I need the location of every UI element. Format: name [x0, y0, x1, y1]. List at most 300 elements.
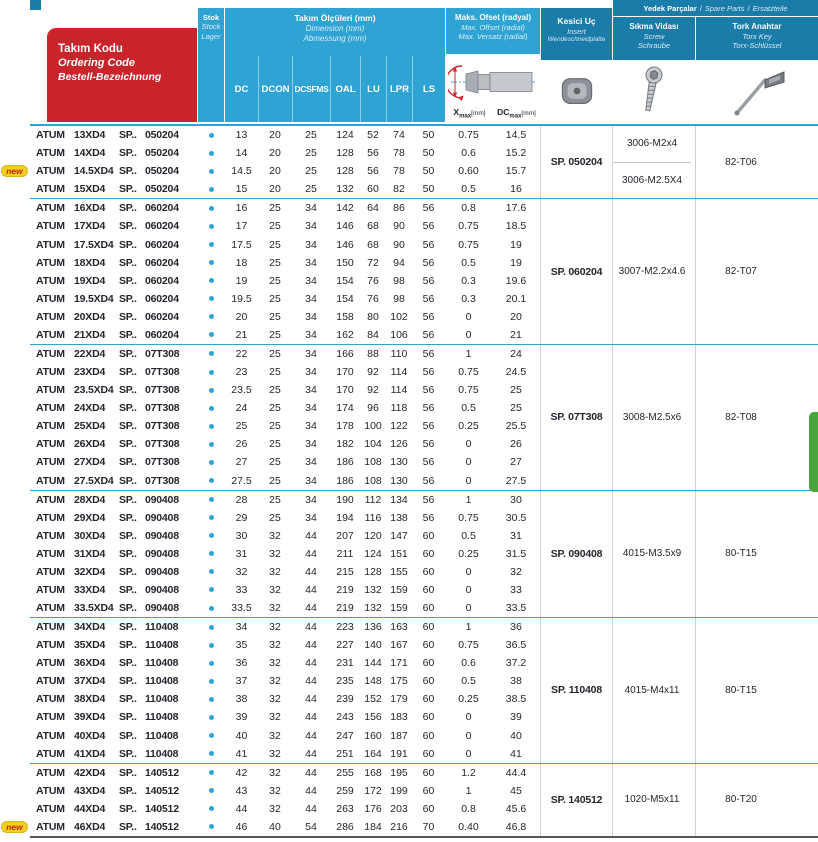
ls-value: 56	[422, 202, 435, 215]
table-row	[30, 636, 540, 654]
size-code: 16XD4	[74, 202, 106, 215]
dc-value: 30	[235, 529, 248, 542]
xmax-value: 0	[465, 602, 472, 615]
dcsfms-value: 44	[305, 711, 317, 724]
table-row	[30, 545, 540, 563]
xmax-value: 0.75	[458, 238, 479, 251]
oal-value: 146	[336, 220, 354, 233]
stock-dot	[209, 551, 214, 556]
oal-value: 190	[336, 493, 354, 506]
ordering-code-cell	[30, 220, 197, 232]
ordering-code-cell	[30, 257, 197, 269]
dcmax-value: 31	[510, 529, 522, 542]
brand-text: ATUM	[36, 220, 65, 233]
dcsfms-value: 34	[305, 493, 317, 506]
dcmax-value: 30.5	[505, 511, 527, 524]
size-code: 25XD4	[74, 420, 106, 433]
lu-value: 116	[364, 511, 382, 524]
dcmax-value: 15.7	[505, 165, 527, 178]
ls-value: 56	[422, 310, 435, 323]
dcmax-value: 27	[510, 456, 522, 469]
sp-prefix: SP..	[119, 657, 137, 670]
xmax-value: 0.75	[458, 511, 479, 524]
dcon-value: 32	[269, 693, 281, 706]
table-row	[30, 417, 540, 435]
brand-text: ATUM	[36, 583, 65, 596]
xmax-value: 0.5	[461, 402, 476, 415]
ordering-code-header	[47, 28, 197, 122]
ordering-code-cell	[30, 384, 197, 396]
dc-value: 26	[235, 438, 248, 451]
dcmax-label: $DC_{max}[mm]$	[497, 107, 536, 120]
lpr-value: 78	[393, 165, 405, 178]
stock-dot	[209, 260, 214, 265]
stock-cell	[197, 206, 225, 211]
table-row	[30, 363, 540, 381]
xmax-value: 1	[465, 347, 472, 360]
size-code: 27XD4	[74, 456, 106, 469]
dc-value: 16	[235, 202, 248, 215]
lu-value: 108	[364, 456, 382, 469]
size-code: 26XD4	[74, 438, 106, 451]
torx-key-cell: 82-T08	[695, 345, 818, 490]
sp-prefix: SP..	[119, 220, 137, 233]
dcmax-value: 27.5	[505, 474, 527, 487]
dcmax-value: 25	[510, 402, 522, 415]
ls-value: 50	[422, 165, 435, 178]
sp-prefix: SP..	[119, 438, 137, 451]
insert-code: 110408	[145, 729, 179, 742]
screw-icon	[639, 65, 669, 117]
xmax-label: $X_{max}[mm]$	[453, 107, 486, 120]
dcmax-value: 36.5	[505, 639, 527, 652]
lu-value: 152	[364, 693, 382, 706]
stock-dot	[209, 697, 214, 702]
oal-value: 178	[336, 420, 354, 433]
brand-text: ATUM	[36, 165, 65, 178]
sp-prefix: SP..	[119, 402, 137, 415]
brand-text: ATUM	[36, 366, 65, 379]
oal-value: 263	[336, 802, 354, 815]
torx-key-cell: 82-T07	[695, 199, 818, 344]
stock-cell	[197, 733, 225, 738]
dcon-value: 40	[269, 820, 281, 833]
dcsfms-value: 54	[305, 820, 317, 833]
dc-value: 24	[235, 402, 248, 415]
sp-prefix: SP..	[119, 129, 137, 142]
xmax-value: 1.2	[461, 766, 476, 779]
stock-dot	[209, 242, 214, 247]
brand-text: ATUM	[36, 328, 65, 341]
xmax-value: 0.25	[458, 693, 479, 706]
ls-value: 60	[422, 602, 435, 615]
dcsfms-value: 44	[305, 657, 317, 670]
size-code: 43XD4	[74, 784, 106, 797]
dc-value: 14	[235, 147, 248, 160]
ls-value: 60	[422, 621, 435, 634]
stock-dot	[209, 388, 214, 393]
ordering-code-cell	[30, 675, 197, 687]
lu-value: 148	[364, 675, 382, 688]
lu-value: 136	[364, 621, 382, 634]
size-code: 34XD4	[74, 621, 106, 634]
insert-code: 110408	[145, 675, 179, 688]
dcsfms-value: 34	[305, 310, 317, 323]
brand-text: ATUM	[36, 402, 65, 415]
dc-value: 27	[235, 456, 248, 469]
ls-value: 60	[422, 583, 435, 596]
ordering-code-cell	[30, 129, 197, 141]
ordering-code-cell	[30, 657, 197, 669]
stock-dot	[209, 661, 214, 666]
size-code: 19.5XD4	[74, 292, 114, 305]
size-code: 32XD4	[74, 565, 106, 578]
offset-header	[446, 8, 540, 122]
screw-title-tr: Sıkma Vidası	[629, 22, 679, 31]
insert-code: 060204	[145, 292, 179, 305]
lu-value: 96	[367, 402, 379, 415]
brand-text: ATUM	[36, 384, 65, 397]
offset-title-de: Max. Versatz (radial)	[458, 32, 528, 42]
stock-cell	[197, 606, 225, 611]
spare-parts-tr: Yedek Parçalar	[643, 3, 697, 13]
stock-cell	[197, 151, 225, 156]
insert-code: 140512	[145, 766, 179, 779]
dcon-value: 25	[269, 328, 281, 341]
stock-cell	[197, 370, 225, 375]
lu-value: 156	[364, 711, 382, 724]
stock-dot	[209, 351, 214, 356]
insert-code: 090408	[145, 529, 179, 542]
xmax-value: 0	[465, 474, 472, 487]
insert-code: 060204	[145, 256, 179, 269]
dc-value: 35	[235, 639, 248, 652]
lpr-value: 171	[390, 657, 408, 670]
dcon-value: 32	[269, 529, 281, 542]
xmax-value: 0.5	[461, 529, 476, 542]
ordering-code-cell	[30, 329, 197, 341]
size-code: 23.5XD4	[74, 384, 114, 397]
stock-cell	[197, 351, 225, 356]
dcsfms-value: 44	[305, 729, 317, 742]
sp-prefix: SP..	[119, 766, 137, 779]
lu-value: 144	[364, 657, 382, 670]
lpr-value: 74	[393, 129, 405, 142]
ordering-code-cell	[30, 785, 197, 797]
dcmax-value: 25.5	[505, 420, 527, 433]
stock-cell	[197, 242, 225, 247]
ordering-code-cell	[30, 584, 197, 596]
insert-group	[30, 490, 818, 618]
dcon-value: 32	[269, 729, 281, 742]
insert-title-tr: Kesici Uç	[557, 16, 596, 26]
brand-text: ATUM	[36, 438, 65, 451]
oal-value: 239	[336, 693, 354, 706]
brand-text: ATUM	[36, 183, 65, 196]
lu-value: 168	[364, 766, 382, 779]
oal-value: 251	[336, 747, 354, 760]
brand-text: ATUM	[36, 711, 65, 724]
lu-value: 100	[364, 420, 382, 433]
sp-prefix: SP..	[119, 711, 137, 724]
dcsfms-value: 25	[305, 165, 317, 178]
insert-code-cell: SP. 110408	[540, 618, 612, 763]
ordering-code-cell	[30, 202, 197, 214]
table-row	[30, 745, 540, 763]
dcmax-value: 33.5	[505, 602, 527, 615]
dcmax-value: 24	[510, 347, 522, 360]
dc-value: 19.5	[231, 292, 252, 305]
stock-dot	[209, 788, 214, 793]
ordering-code-cell	[30, 311, 197, 323]
brand-text: ATUM	[36, 420, 65, 433]
dcsfms-value: 34	[305, 402, 317, 415]
new-badge: new	[1, 165, 28, 177]
insert-code-cell: SP. 060204	[540, 199, 612, 344]
lpr-value: 183	[390, 711, 408, 724]
size-code: 31XD4	[74, 547, 106, 560]
lu-value: 112	[364, 493, 382, 506]
brand-text: ATUM	[36, 474, 65, 487]
sp-prefix: SP..	[119, 456, 137, 469]
dcmax-value: 19.6	[505, 274, 527, 287]
dcmax-value: 38.5	[505, 693, 527, 706]
lu-value: 56	[367, 147, 379, 160]
dcmax-value: 26	[510, 438, 522, 451]
xmax-value: 0	[465, 583, 472, 596]
stock-dot	[209, 770, 214, 775]
dcsfms-value: 44	[305, 529, 317, 542]
stock-cell	[197, 424, 225, 429]
oal-value: 128	[336, 147, 354, 160]
oal-value: 166	[336, 347, 354, 360]
offset-title	[446, 8, 540, 54]
ls-value: 56	[422, 474, 435, 487]
ordering-code-cell	[30, 438, 197, 450]
ordering-code-cell	[30, 621, 197, 633]
lpr-value: 118	[390, 402, 408, 415]
sp-prefix: SP..	[119, 529, 137, 542]
torx-title-tr: Tork Anahtar	[732, 22, 782, 31]
ls-value: 56	[422, 438, 435, 451]
group-rows	[6, 764, 540, 836]
tool-diagram-image	[447, 55, 539, 105]
size-code: 13XD4	[74, 129, 106, 142]
ordering-code-cell	[30, 165, 197, 177]
lpr-value: 216	[390, 820, 408, 833]
ls-value: 56	[422, 366, 435, 379]
stock-cell	[197, 460, 225, 465]
table-row	[30, 509, 540, 527]
ordering-code-cell	[30, 293, 197, 305]
screw-value: 4015-M4x11	[624, 684, 680, 696]
stock-dot	[209, 296, 214, 301]
brand-text: ATUM	[36, 529, 65, 542]
sp-prefix: SP..	[119, 675, 137, 688]
table-row	[30, 471, 540, 489]
lpr-value: 94	[393, 256, 405, 269]
lu-value: 108	[364, 474, 382, 487]
dcsfms-value: 34	[305, 238, 317, 251]
oal-value: 215	[336, 565, 354, 578]
brand-text: ATUM	[36, 693, 65, 706]
dc-value: 34	[235, 621, 248, 634]
xmax-value: 0	[465, 565, 472, 578]
xmax-value: 0	[465, 456, 472, 469]
lpr-value: 151	[390, 547, 408, 560]
column-header-ls: LS	[412, 56, 445, 122]
insert-title-de: Wendeschneidplatte	[547, 36, 606, 43]
brand-text: ATUM	[36, 820, 65, 833]
ordering-code-cell	[30, 693, 197, 705]
size-code: 41XD4	[74, 747, 106, 760]
insert-code: 060204	[145, 274, 179, 287]
table-row	[30, 199, 540, 217]
stock-dot	[209, 151, 214, 156]
dc-value: 25	[235, 420, 248, 433]
dcmax-value: 41	[510, 747, 522, 760]
xmax-value: 0.8	[461, 202, 476, 215]
dcon-value: 32	[269, 565, 281, 578]
dcsfms-value: 34	[305, 328, 317, 341]
insert-code: 140512	[145, 802, 179, 815]
dc-value: 17.5	[231, 238, 252, 251]
brand-text: ATUM	[36, 493, 65, 506]
ls-value: 50	[422, 183, 435, 196]
insert-code: 07T308	[145, 456, 180, 469]
stock-cell	[197, 824, 225, 829]
dcsfms-value: 34	[305, 438, 317, 451]
table-row	[30, 764, 540, 782]
dcmax-value: 17.6	[505, 202, 527, 215]
insert-code-cell: SP. 07T308	[540, 345, 612, 490]
stock-dot	[209, 424, 214, 429]
xmax-value: 0.25	[458, 420, 479, 433]
dimensions-title-de: Abmessung (mm)	[303, 33, 367, 43]
insert-icon	[559, 75, 595, 107]
lpr-value: 130	[390, 456, 408, 469]
stock-cell	[197, 314, 225, 319]
insert-code: 07T308	[145, 384, 180, 397]
lu-value: 140	[364, 639, 382, 652]
dcon-value: 25	[269, 292, 281, 305]
insert-code: 090408	[145, 547, 179, 560]
xmax-value: 0.8	[461, 802, 476, 815]
insert-code: 110408	[145, 747, 179, 760]
ls-value: 70	[422, 820, 435, 833]
column-header-oal: OAL	[330, 56, 360, 122]
ls-value: 56	[422, 402, 435, 415]
lpr-value: 159	[390, 583, 408, 596]
insert-code-cell: SP. 090408	[540, 491, 612, 618]
column-header-lpr: LPR	[386, 56, 412, 122]
table-row	[30, 180, 540, 198]
lpr-value: 155	[390, 565, 408, 578]
sp-prefix: SP..	[119, 602, 137, 615]
dcon-value: 25	[269, 402, 281, 415]
insert-code: 07T308	[145, 347, 180, 360]
oal-value: 186	[336, 474, 354, 487]
ordering-code-cell	[30, 803, 197, 815]
oal-value: 150	[336, 256, 354, 269]
xmax-value: 0.6	[461, 147, 476, 160]
dcsfms-value: 34	[305, 456, 317, 469]
table-row	[30, 308, 540, 326]
ordering-code-cell	[30, 639, 197, 651]
xmax-value: 0.75	[458, 129, 479, 142]
lu-value: 76	[367, 292, 379, 305]
oal-value: 124	[336, 129, 354, 142]
table-row	[30, 399, 540, 417]
sp-prefix: SP..	[119, 493, 137, 506]
brand-text: ATUM	[36, 784, 65, 797]
dcmax-value: 20.1	[505, 292, 527, 305]
sp-prefix: SP..	[119, 729, 137, 742]
dcsfms-value: 34	[305, 220, 317, 233]
ordering-code-cell	[30, 767, 197, 779]
dcsfms-value: 34	[305, 347, 317, 360]
insert-group	[6, 126, 818, 198]
insert-code: 090408	[145, 583, 179, 596]
dcon-value: 25	[269, 256, 281, 269]
xmax-value: 0	[465, 438, 472, 451]
size-code: 38XD4	[74, 693, 106, 706]
stock-dot	[209, 187, 214, 192]
xmax-value: 0.60	[458, 165, 479, 178]
stock-cell	[197, 569, 225, 574]
oal-value: 255	[336, 766, 354, 779]
dcon-value: 25	[269, 347, 281, 360]
lu-value: 72	[367, 256, 379, 269]
page-edge-tab	[809, 412, 818, 492]
dcon-value: 25	[269, 366, 281, 379]
size-code: 17XD4	[74, 220, 106, 233]
spare-parts-de: Ersatzteile	[752, 3, 788, 13]
dcsfms-value: 44	[305, 802, 317, 815]
stock-label-de: Lager	[201, 31, 221, 41]
lpr-value: 122	[390, 420, 408, 433]
dcon-value: 20	[269, 129, 281, 142]
sp-prefix: SP..	[119, 693, 137, 706]
stock-cell	[197, 478, 225, 483]
ordering-code-cell	[30, 239, 197, 251]
dc-value: 41	[235, 747, 248, 760]
torx-key-icon-cell	[696, 60, 818, 122]
lu-value: 164	[364, 747, 382, 760]
stock-dot	[209, 497, 214, 502]
lu-value: 132	[364, 602, 382, 615]
ordering-code-cell	[30, 748, 197, 760]
brand-text: ATUM	[36, 511, 65, 524]
dc-value: 44	[235, 802, 248, 815]
oal-value: 186	[336, 456, 354, 469]
sp-prefix: SP..	[119, 384, 137, 397]
ordering-code-cell	[30, 420, 197, 432]
dcon-value: 25	[269, 310, 281, 323]
xmax-value: 0	[465, 310, 472, 323]
ls-value: 50	[422, 129, 435, 142]
dc-value: 27.5	[231, 474, 252, 487]
xmax-value: 0	[465, 328, 472, 341]
dcon-value: 32	[269, 802, 281, 815]
dcsfms-value: 25	[305, 183, 317, 196]
offset-unit-labels	[446, 105, 540, 122]
stock-dot	[209, 133, 214, 138]
sp-prefix: SP..	[119, 147, 137, 160]
screw-value: 4015-M3.5x9	[622, 548, 682, 560]
insert-code: 050204	[145, 147, 179, 160]
sp-prefix: SP..	[119, 347, 137, 360]
